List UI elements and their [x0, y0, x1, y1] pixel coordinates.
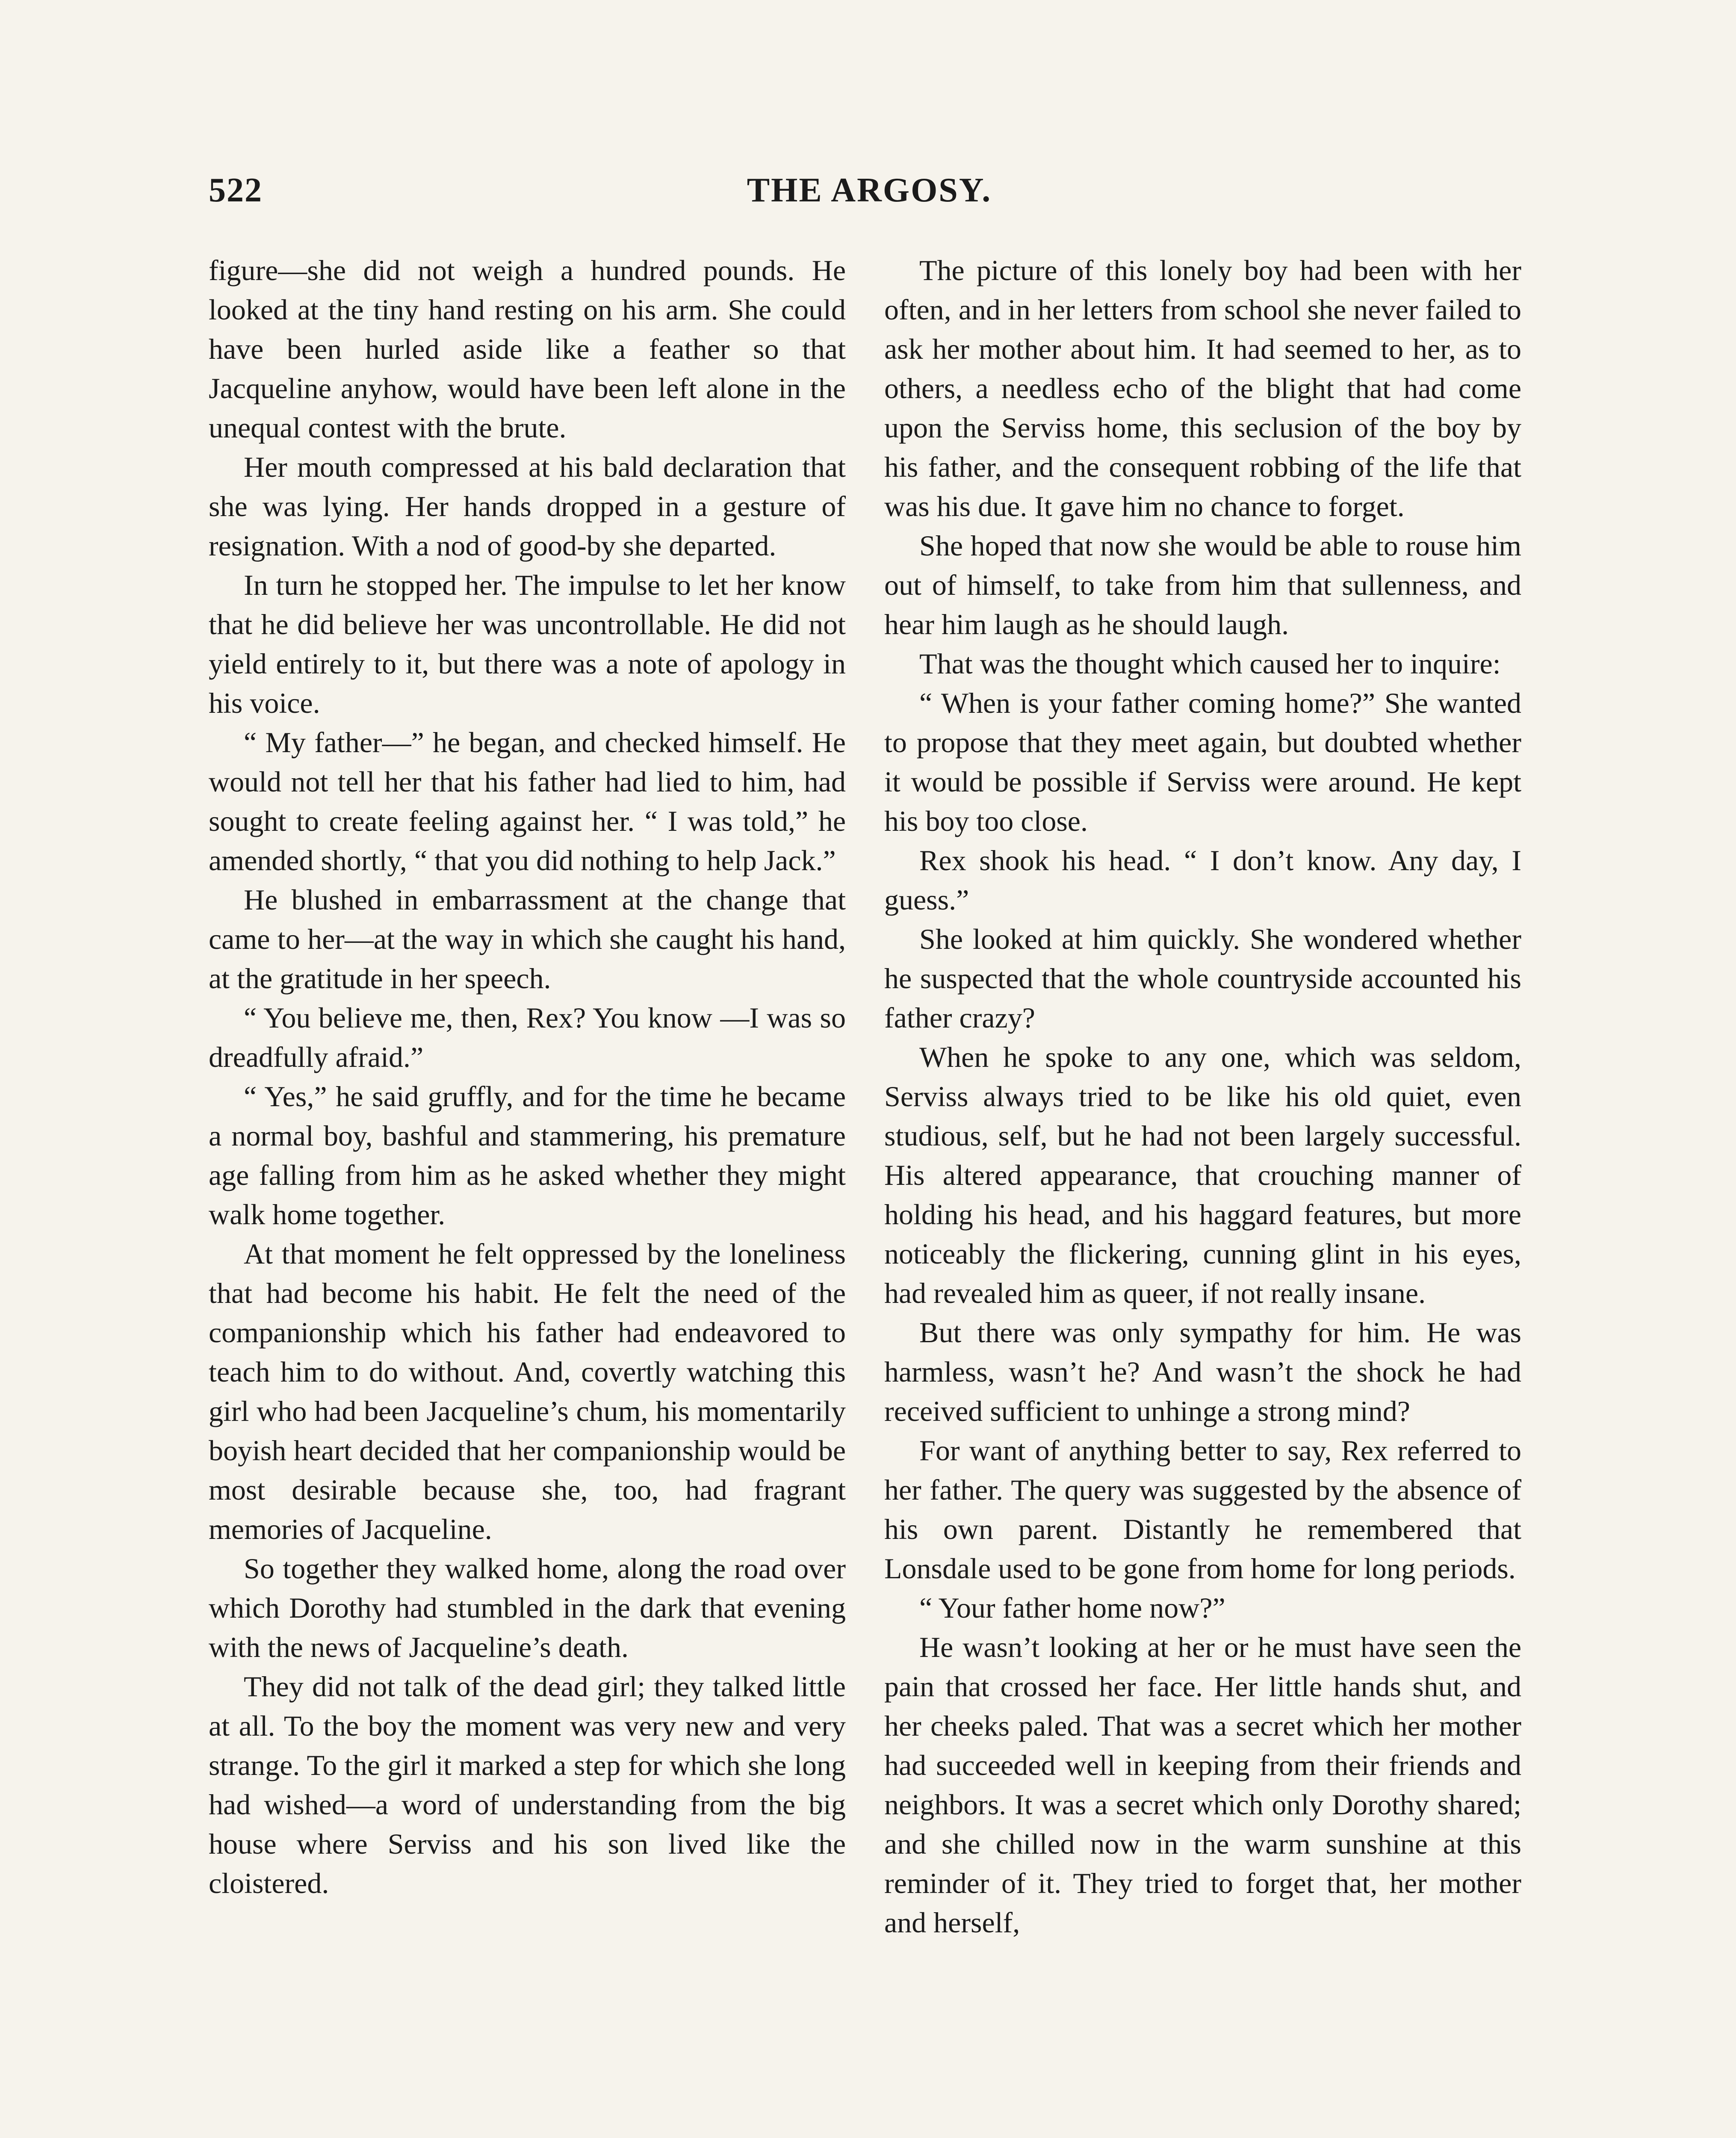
paragraph: So together they walked home, along the road over which Dorothy had stumbled in the dark that evening with the news of Jacqueline’s death. — [209, 1552, 846, 1663]
paragraph: She hoped that now she would be able to rouse him out of himself, to take from him that sullenness, and hear him laugh as he should laugh. — [884, 529, 1521, 641]
paragraph: In turn he stopped her. The impulse to let her know that he did believe her was uncontrollable. He did not yield entirely to it, but there was a note of apology in his voice. — [209, 569, 846, 719]
right-column — [884, 251, 1521, 1942]
left-column — [209, 251, 846, 1903]
paragraph: “ My father—” he began, and checked himself. He would not tell her that his father had lied to him, had sought to create feeling against her. “ I was told,” he amended shortly, “ that you did nothing to help Jack.” — [209, 726, 846, 877]
paragraph: That was the thought which caused her to inquire: — [919, 647, 1501, 680]
paragraph: He wasn’t looking at her or he must have seen the pain that crossed her face. Her little hands shut, and her cheeks paled. That was a secret which her mother had succeeded well in keeping from their friends and neighbors. It was a secret which only Dorothy shared; and she chilled now in the warm sunshine at this reminder of it. They tried to forget that, her mother and herself, — [884, 1631, 1521, 1939]
paragraph: “ Yes,” he said gruffly, and for the time he became a normal boy, bashful and stammering, his premature age falling from him as he asked whether they might walk home together. — [209, 1080, 846, 1231]
page-number: 522 — [209, 171, 263, 209]
paragraph: For want of anything better to say, Rex referred to her father. The query was suggested by the absence of his own parent. Distantly he remembered that Lonsdale used to be gone from home for long periods. — [884, 1434, 1521, 1585]
paragraph: But there was only sympathy for him. He was harmless, wasn’t he? And wasn’t the shock he had received sufficient to unhinge a strong mind? — [884, 1316, 1521, 1427]
paragraph: They did not talk of the dead girl; they talked little at all. To the boy the moment was very new and very strange. To the girl it marked a step for which she long had wished—a word of understanding from the big house where Serviss and his son lived like the cloistered. — [209, 1670, 846, 1899]
paragraph: figure—she did not weigh a hundred pounds. He looked at the tiny hand resting on his arm. She could have been hurled aside like a feather so that Jacqueline anyhow, would have been left alone in the unequal contest with the brute. — [209, 254, 846, 444]
running-head: THE ARGOSY. — [747, 171, 992, 209]
paragraph: Rex shook his head. “ I don’t know. Any day, I guess.” — [884, 844, 1521, 916]
paragraph: “ You believe me, then, Rex? You know —I was so dreadfully afraid.” — [209, 1001, 846, 1073]
paragraph: At that moment he felt oppressed by the loneliness that had become his habit. He felt the need of the companionship which his father had endeavored to teach him to do without. And, covertly watching this girl who had been Jacqueline’s chum, his momentarily boyish heart decided that her companionship would be most desirable because she, too, had fragrant memories of Jacqueline. — [209, 1237, 846, 1545]
page-header — [209, 171, 1530, 227]
paragraph: He blushed in embarrassment at the change that came to her—at the way in which she caught his hand, at the gratitude in her speech. — [209, 883, 846, 995]
paragraph: “ When is your father coming home?” She wanted to propose that they meet again, but doubted whether it would be possible if Serviss were around. He kept his boy too close. — [884, 687, 1521, 837]
paragraph: “ Your father home now?” — [919, 1592, 1225, 1624]
paragraph: When he spoke to any one, which was seldom, Serviss always tried to be like his old quiet, even studious, self, but he had not been largely successful. His altered appearance, that crouching manner of holding his head, and his haggard features, but more noticeably the flickering, cunning glint in his eyes, had revealed him as queer, if not really insane. — [884, 1041, 1521, 1309]
paragraph: The picture of this lonely boy had been with her often, and in her letters from school she never failed to ask her mother about him. It had seemed to her, as to others, a needless echo of the blight that had come upon the Serviss home, this seclusion of the boy by his father, and the consequent robbing of the life that was his due. It gave him no chance to forget. — [884, 254, 1521, 523]
paragraph: Her mouth compressed at his bald declaration that she was lying. Her hands dropped in a gesture of resignation. With a nod of good-by she departed. — [209, 451, 846, 562]
paragraph: She looked at him quickly. She wondered whether he suspected that the whole countryside accounted his father crazy? — [884, 923, 1521, 1034]
